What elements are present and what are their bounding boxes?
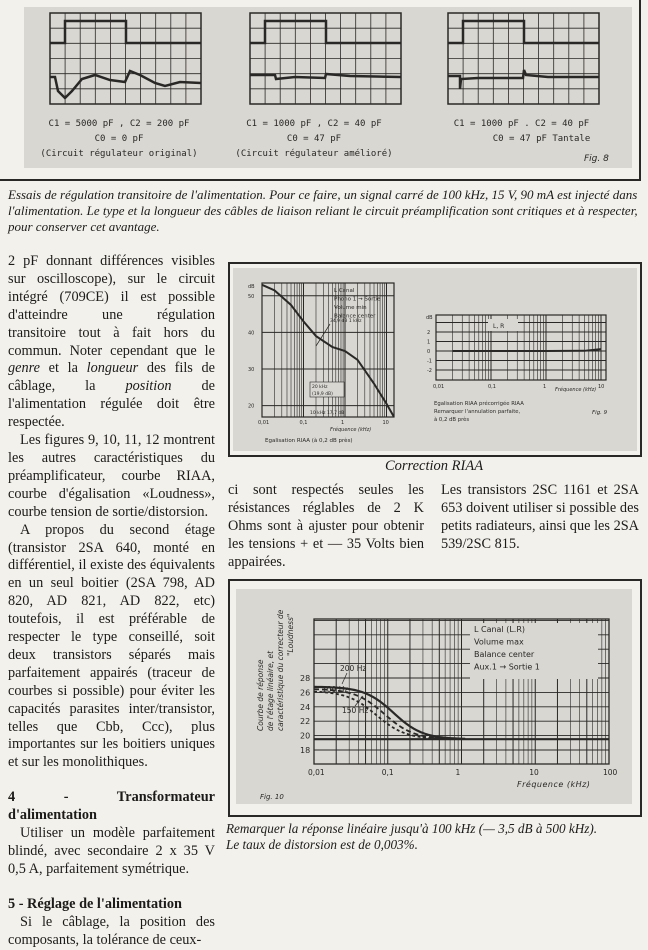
right-caption-line3: à 0,2 dB près xyxy=(434,417,470,423)
y-tick-label: -1 xyxy=(427,358,432,365)
paragraph: ci sont respectés seules les résistances réglables de 2 K Ohms sont à ajuster pour obtenir les tensions + et — 35 Volts bien appairées. xyxy=(228,482,424,570)
x-axis-label: Fréquence (kHz) xyxy=(517,780,591,789)
series-label-200hz: 200 Hz xyxy=(340,664,367,673)
scope-1-line2: C0 = 0 pF xyxy=(94,134,144,144)
right-caption-line1: Egalisation RIAA précorrigée RIAA xyxy=(434,401,524,407)
x-tick-label: 10 xyxy=(382,420,389,426)
annotation-pointer xyxy=(316,324,330,346)
text: de l'alimentation régulée doit être respectée. xyxy=(8,378,215,431)
right-caption-line2: Remarquer l'annulation parfaite, xyxy=(434,409,521,415)
y-unit: dB xyxy=(248,284,255,290)
x-tick-label: 0,1 xyxy=(488,384,496,390)
scope-3-label xyxy=(434,117,609,147)
y-tick-label: 20 xyxy=(300,731,311,741)
scope-3-line1: C1 = 1000 pF . C2 = 40 pF xyxy=(453,119,590,129)
figure-10-chart xyxy=(230,581,640,815)
figure-8-panel xyxy=(24,7,632,168)
y-axis-label-line: "Loudness" xyxy=(286,613,295,656)
legend-line: L Canal (L.R) xyxy=(474,625,526,634)
series-label-100hz: 100 Hz xyxy=(322,685,349,694)
y-tick-label: 40 xyxy=(248,330,255,337)
left-chart-caption: Egalisation RIAA (à 0,2 dB près) xyxy=(265,438,353,444)
x-tick-label: 0,01 xyxy=(433,384,445,390)
x-tick-label: 1 xyxy=(341,420,345,426)
legend-line: Balance center xyxy=(474,650,535,659)
paragraph-5: Si le câblage, la position des composants, la tolérance de ceux- xyxy=(8,913,215,948)
pointer xyxy=(342,673,347,684)
figure-10-caption xyxy=(226,821,646,853)
figure-10-label: Fig. 10 xyxy=(260,793,284,801)
y-tick-label: 2 xyxy=(427,330,431,336)
annotation-10khz: 10 kHz 17,7 dB xyxy=(310,411,345,416)
y-tick-label: 30 xyxy=(248,367,255,374)
x-tick-label: 0,01 xyxy=(258,420,270,426)
square-wave-input-trace xyxy=(50,21,201,43)
x-tick-label: 1 xyxy=(455,768,461,777)
text: des fils de câblage, la xyxy=(8,360,215,395)
paragraph-2: Les figures 9, 10, 11, 12 montrent les autres caractéristiques du préamplificateur, courbe RIAA, courbe d'égalisation «Loudness», courbe tension de sortie/distorsion. xyxy=(8,432,215,520)
figure-9-chart xyxy=(230,264,640,455)
legend-line: Volume max xyxy=(474,637,524,647)
paragraph-3: A propos du second étage (transistor 2SA 640, monté en différentiel, il existe des équivalents en un seul boitier (2SA 798, AD 820, AD 821, AD 822, etc) toutefois, il est préférable de respecter le type conseillé, soit deux transistors séparés mais parfaitement appairés (traceur de courbes si possible) pour éviter les capacités parasites inter/transistor, telles que Cbb, Ccc), plus importantes sur les boitiers uniques et sur les monolithiques. xyxy=(8,521,215,771)
figure-9-frame xyxy=(228,262,642,457)
scope-2-label xyxy=(229,117,399,162)
paragraph-4: Utiliser un modèle parfaitement blindé, avec secondaire 2 x 35 V 0,5 A, parfaitement symétrique. xyxy=(8,825,215,877)
y-axis-label-line: de l'étage linéaire, et xyxy=(266,650,275,731)
figure-8-caption: Essais de régulation transitoire de l'alimentation. Pour ce faire, un signal carré de 100 kHz, 15 V, 90 mA est injecté dans l'alimentation. Le type et la longueur des câbles de liaison reliant le circuit préamplification sont critiques et à respecter, pour conserver cet avantage. xyxy=(8,187,638,234)
y-tick-label: 28 xyxy=(300,674,311,683)
emphasis-genre: genre xyxy=(8,360,41,377)
figure-10-caption-line2: Le taux de distorsion est de 0,003%. xyxy=(226,837,418,852)
y-tick-label: 22 xyxy=(300,717,311,727)
square-wave-input-trace xyxy=(448,21,599,43)
x-tick-label: 0,1 xyxy=(381,768,394,777)
scope-2-line1: C1 = 1000 pF , C2 = 40 pF xyxy=(246,119,382,129)
y-tick-label: -2 xyxy=(427,368,432,374)
x-axis-label: Fréquence (kHz) xyxy=(555,387,597,393)
scope-1-label xyxy=(34,117,204,162)
scope-1-line3: (Circuit régulateur original) xyxy=(40,149,198,159)
legend-line: Volume min xyxy=(334,305,367,311)
y-tick-label: 26 xyxy=(300,688,311,698)
y-tick-label: 20 xyxy=(248,403,255,410)
legend-lr: L, R xyxy=(493,323,505,330)
y-tick-label: 1 xyxy=(427,339,431,346)
section-heading-5: 5 - Réglage de l'alimentation xyxy=(8,895,182,912)
section-heading-4: 4 - Transformateur d'alimentation xyxy=(8,789,215,824)
middle-column xyxy=(228,482,424,572)
left-column xyxy=(8,253,215,950)
x-tick-label: 10 xyxy=(598,384,605,390)
x-tick-label: 10 xyxy=(529,768,539,777)
right-column xyxy=(441,482,639,554)
paragraph-1 xyxy=(8,253,215,432)
legend-line: Aux.1 → Sortie 1 xyxy=(474,662,540,672)
legend-line: Balance center xyxy=(334,313,376,320)
riaa-deviation-curve xyxy=(453,349,601,351)
series-label-150hz: 150 Hz xyxy=(342,706,369,715)
y-axis-label-line: caractéristique du correcteur de xyxy=(276,609,285,731)
legend-line: Phono 1 → Sortie xyxy=(334,296,381,303)
figure-9-title: Correction RIAA xyxy=(384,458,484,474)
square-wave-input-trace xyxy=(250,21,401,43)
y-tick-label: 0 xyxy=(427,349,431,355)
x-axis-label: Fréquence (kHz) xyxy=(330,427,372,433)
regulator-output-trace xyxy=(250,74,401,79)
legend-line: L Canal xyxy=(334,288,355,294)
y-tick-label: 18 xyxy=(300,746,311,755)
figure-9-label: Fig. 9 xyxy=(592,410,608,416)
y-tick-label: 24 xyxy=(300,702,311,712)
annotation-1khz: 34,9 dB 1 kHz xyxy=(330,319,362,324)
x-tick-label: 0,01 xyxy=(308,768,325,777)
text: 2 pF donnant différences visibles sur oscilloscope), sur le circuit intégré (709CE) il est possible d'atteindre une régulation transitoire tout à fait hors du commun. Noter cependant que le xyxy=(8,253,215,359)
scope-3-line2: C0 = 47 pF Tantale xyxy=(492,134,591,144)
y-axis-label-line: Courbe de réponse xyxy=(256,659,265,731)
x-tick-label: 1 xyxy=(543,384,547,390)
scope-2-line2: C0 = 47 pF xyxy=(286,134,342,144)
paragraph: Les transistors 2SC 1161 et 2SA 653 doivent utiliser si possible des petits radiateurs, ainsi que les 2SA 539/2SC 815. xyxy=(441,482,639,552)
y-tick-label: 50 xyxy=(248,293,255,300)
emphasis-position: position xyxy=(125,378,172,395)
scope-2-line3: (Circuit régulateur amélioré) xyxy=(235,149,393,159)
annotation-20khz: 20 kHz xyxy=(312,385,328,390)
emphasis-longueur: longueur xyxy=(86,360,139,377)
y-unit: dB xyxy=(426,315,433,321)
figure-8-label: Fig. 8 xyxy=(584,154,609,164)
x-tick-label: 0,1 xyxy=(299,420,308,426)
figure-10-frame xyxy=(228,579,642,817)
annotation-20khz-db: (19,9 dB) xyxy=(312,392,333,397)
text: et la xyxy=(40,360,87,377)
figure-10-caption-line1: Remarquer la réponse linéaire jusqu'à 100 kHz (— 3,5 dB à 500 kHz). xyxy=(226,821,598,836)
scope-1-line1: C1 = 5000 pF , C2 = 200 pF xyxy=(48,119,190,129)
x-tick-label: 100 xyxy=(603,768,618,777)
